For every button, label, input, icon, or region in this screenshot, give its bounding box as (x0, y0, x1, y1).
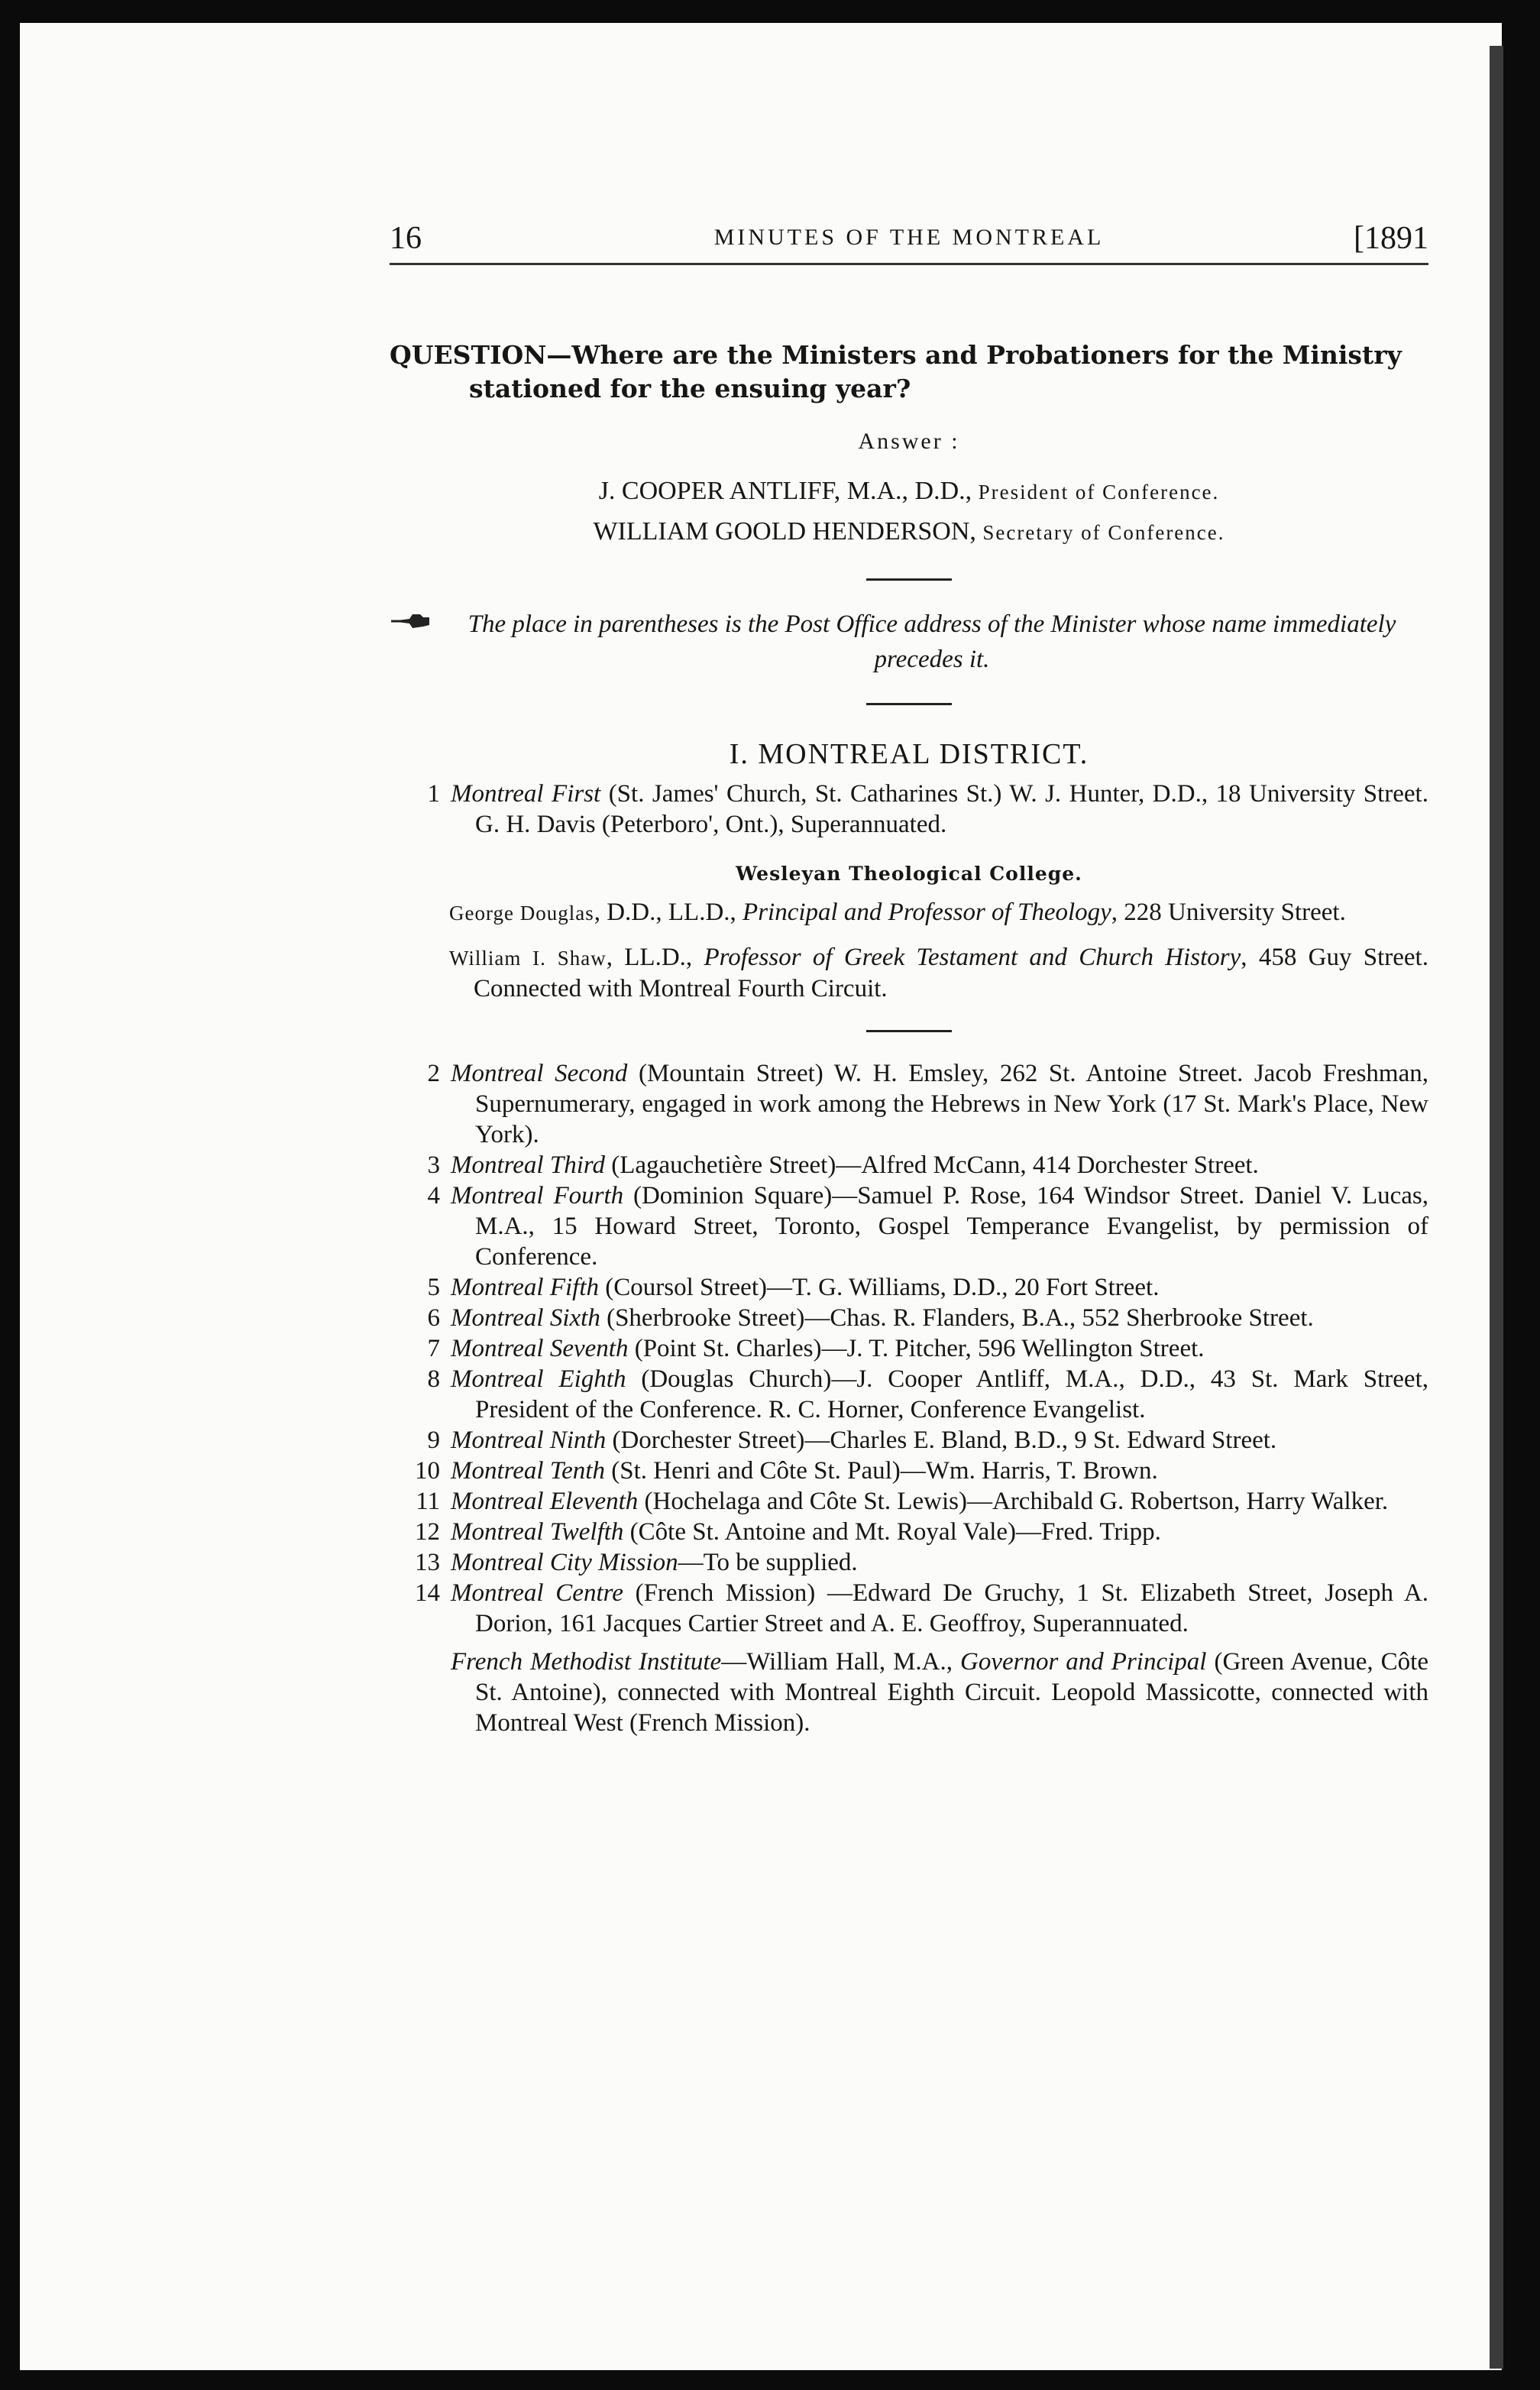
institute-text: —William Hall, M.A., (721, 1648, 960, 1676)
officer-secretary (390, 512, 1428, 552)
section-divider (866, 1030, 952, 1032)
circuit-name: Montreal Ninth (451, 1427, 607, 1454)
parentheses-note (390, 607, 1428, 677)
circuit-name: Montreal Seventh (451, 1335, 629, 1362)
entry-text: (Douglas Church)—J. Cooper Antliff, M.A., D.D., 43 St. Mark Street, President of the Conference. R. C. Horner, Conference Evangelist. (475, 1365, 1429, 1423)
circuit-name: Montreal First (451, 780, 601, 808)
circuit-name: Montreal Sixth (451, 1304, 600, 1332)
running-year: [1891 (1354, 221, 1428, 256)
page-number: 16 (390, 221, 422, 256)
circuit-name: Montreal Tenth (451, 1457, 605, 1485)
circuit-entry (390, 1150, 1428, 1180)
person-role: Professor of Greek Testament and Church History (704, 944, 1241, 971)
entry-number: 1 (427, 780, 440, 808)
entry-text: (St. James' Church, St. Catharines St.) W. J. Hunter, D.D., 18 University Street. G. H. Davis (Peterboro', Ont.), Superannuated. (475, 780, 1428, 838)
institute-name: French Methodist Institute (451, 1648, 722, 1676)
circuit-entry (390, 1333, 1428, 1364)
circuit-entry (390, 1272, 1428, 1303)
page-content (390, 220, 1428, 1738)
entry-number: 6 (427, 1304, 440, 1332)
institute-role: Governor and Principal (960, 1648, 1207, 1676)
entry-number: 7 (427, 1335, 440, 1362)
entry-number: 14 (415, 1579, 440, 1607)
circuit-entry (390, 1303, 1428, 1333)
entry-text: (Mountain Street) W. H. Emsley, 262 St. Antoine Street. Jacob Freshman, Supernumerary, engaged in work among the Hebrews in New York (17 St. Mark's Place, New York). (475, 1060, 1428, 1148)
french-methodist-institute (390, 1647, 1428, 1738)
person-role: Principal and Professor of Theology (742, 899, 1111, 926)
circuit-entry (390, 1364, 1428, 1425)
circuit-entry (390, 1058, 1428, 1150)
college-person (390, 897, 1428, 928)
entry-number: 8 (427, 1365, 440, 1393)
entry-text: (Hochelaga and Côte St. Lewis)—Archibald G. Robertson, Harry Walker. (638, 1488, 1389, 1515)
person-address: , 228 University Street. (1111, 899, 1346, 926)
note-text: The place in parentheses is the Post Office address of the Minister whose name immediately precedes it. (467, 610, 1396, 673)
circuit-name: Montreal Second (451, 1060, 628, 1087)
question-heading: QUESTION—Where are the Ministers and Probationers for the Ministry stationed for the ensuing year? (390, 340, 1402, 403)
officer-role: Secretary of Conference. (982, 521, 1225, 544)
officer-name: J. COOPER ANTLIFF, M.A., D.D., (598, 477, 979, 505)
answer-label: Answer : (858, 429, 960, 454)
person-degree: , LL.D., (606, 944, 704, 971)
officer-president (390, 471, 1428, 512)
circuit-name: Montreal Fifth (451, 1274, 600, 1301)
circuit-entry (390, 1425, 1428, 1456)
entry-text: (Coursol Street)—T. G. Williams, D.D., 20 Fort Street. (599, 1274, 1160, 1301)
section-divider (866, 703, 952, 705)
entry-number: 13 (415, 1549, 440, 1576)
running-title: MINUTES OF THE MONTREAL (713, 225, 1105, 250)
officers-list (390, 471, 1428, 552)
entry-number: 4 (427, 1182, 440, 1210)
circuit-entry (390, 1456, 1428, 1486)
district-title: I. MONTREAL DISTRICT. (729, 738, 1089, 770)
circuit-name: Montreal Eleventh (451, 1488, 639, 1515)
entry-text: (Dorchester Street)—Charles E. Bland, B.D., 9 St. Edward Street. (606, 1427, 1277, 1454)
person-name: William I. Shaw (449, 947, 607, 970)
circuit-name: Montreal Centre (451, 1579, 623, 1607)
section-divider (866, 578, 952, 581)
circuit-entry (390, 1486, 1428, 1517)
person-address: , 458 Guy Street. Connected with Montreal Fourth Circuit. (474, 944, 1428, 1002)
page-edge-shadow (1490, 46, 1503, 2369)
circuit-entry (390, 1517, 1428, 1547)
person-name: George Douglas (449, 902, 594, 925)
entry-text: —To be supplied. (678, 1549, 858, 1576)
entry-number: 11 (416, 1488, 440, 1515)
entry-text: (Point St. Charles)—J. T. Pitcher, 596 Wellington Street. (628, 1335, 1205, 1362)
entry-text: (Dominion Square)—Samuel P. Rose, 164 Windsor Street. Daniel V. Lucas, M.A., 15 Howard Street, Toronto, Gospel Temperance Evangelist, by permission of Conference. (475, 1182, 1428, 1271)
pointing-hand-icon (390, 611, 431, 631)
circuit-name: Montreal Fourth (451, 1182, 624, 1210)
college-title: Wesleyan Theological College. (736, 863, 1082, 885)
entry-text: (Lagauchetière Street)—Alfred McCann, 414 Dorchester Street. (604, 1151, 1259, 1179)
entry-text: (Sherbrooke Street)—Chas. R. Flanders, B.A., 552 Sherbrooke Street. (600, 1304, 1314, 1332)
entry-text: (French Mission) —Edward De Gruchy, 1 St. Elizabeth Street, Joseph A. Dorion, 161 Jacques Cartier Street and A. E. Geoffroy, Superannuated. (475, 1579, 1428, 1637)
circuit-list (390, 1058, 1428, 1639)
entry-number: 2 (427, 1060, 440, 1087)
college-person (390, 942, 1428, 1004)
circuit-entry (390, 1180, 1428, 1272)
circuit-name: Montreal Third (451, 1151, 605, 1179)
circuit-name: Montreal Eighth (451, 1365, 626, 1393)
institute-text: (Green Avenue, Côte St. Antoine), connected with Montreal Eighth Circuit. Leopold Massicotte, connected with Montreal West (French Mission). (475, 1648, 1428, 1737)
entry-number: 5 (427, 1274, 440, 1301)
entry-number: 3 (427, 1151, 440, 1179)
officer-role: President of Conference. (978, 481, 1220, 504)
entry-number: 12 (415, 1518, 440, 1546)
entry-text: (Côte St. Antoine and Mt. Royal Vale)—Fred. Tripp. (623, 1518, 1161, 1546)
circuit-entry (390, 779, 1428, 840)
entry-number: 9 (427, 1427, 440, 1454)
running-head (390, 220, 1428, 265)
officer-name: WILLIAM GOOLD HENDERSON, (593, 517, 983, 546)
person-degree: , D.D., LL.D., (594, 899, 743, 926)
circuit-name: Montreal Twelfth (451, 1518, 624, 1546)
entry-text: (St. Henri and Côte St. Paul)—Wm. Harris, T. Brown. (604, 1457, 1158, 1485)
entry-number: 10 (415, 1457, 440, 1485)
circuit-entry (390, 1547, 1428, 1578)
circuit-name: Montreal City Mission (451, 1549, 678, 1576)
circuit-entry (390, 1578, 1428, 1639)
